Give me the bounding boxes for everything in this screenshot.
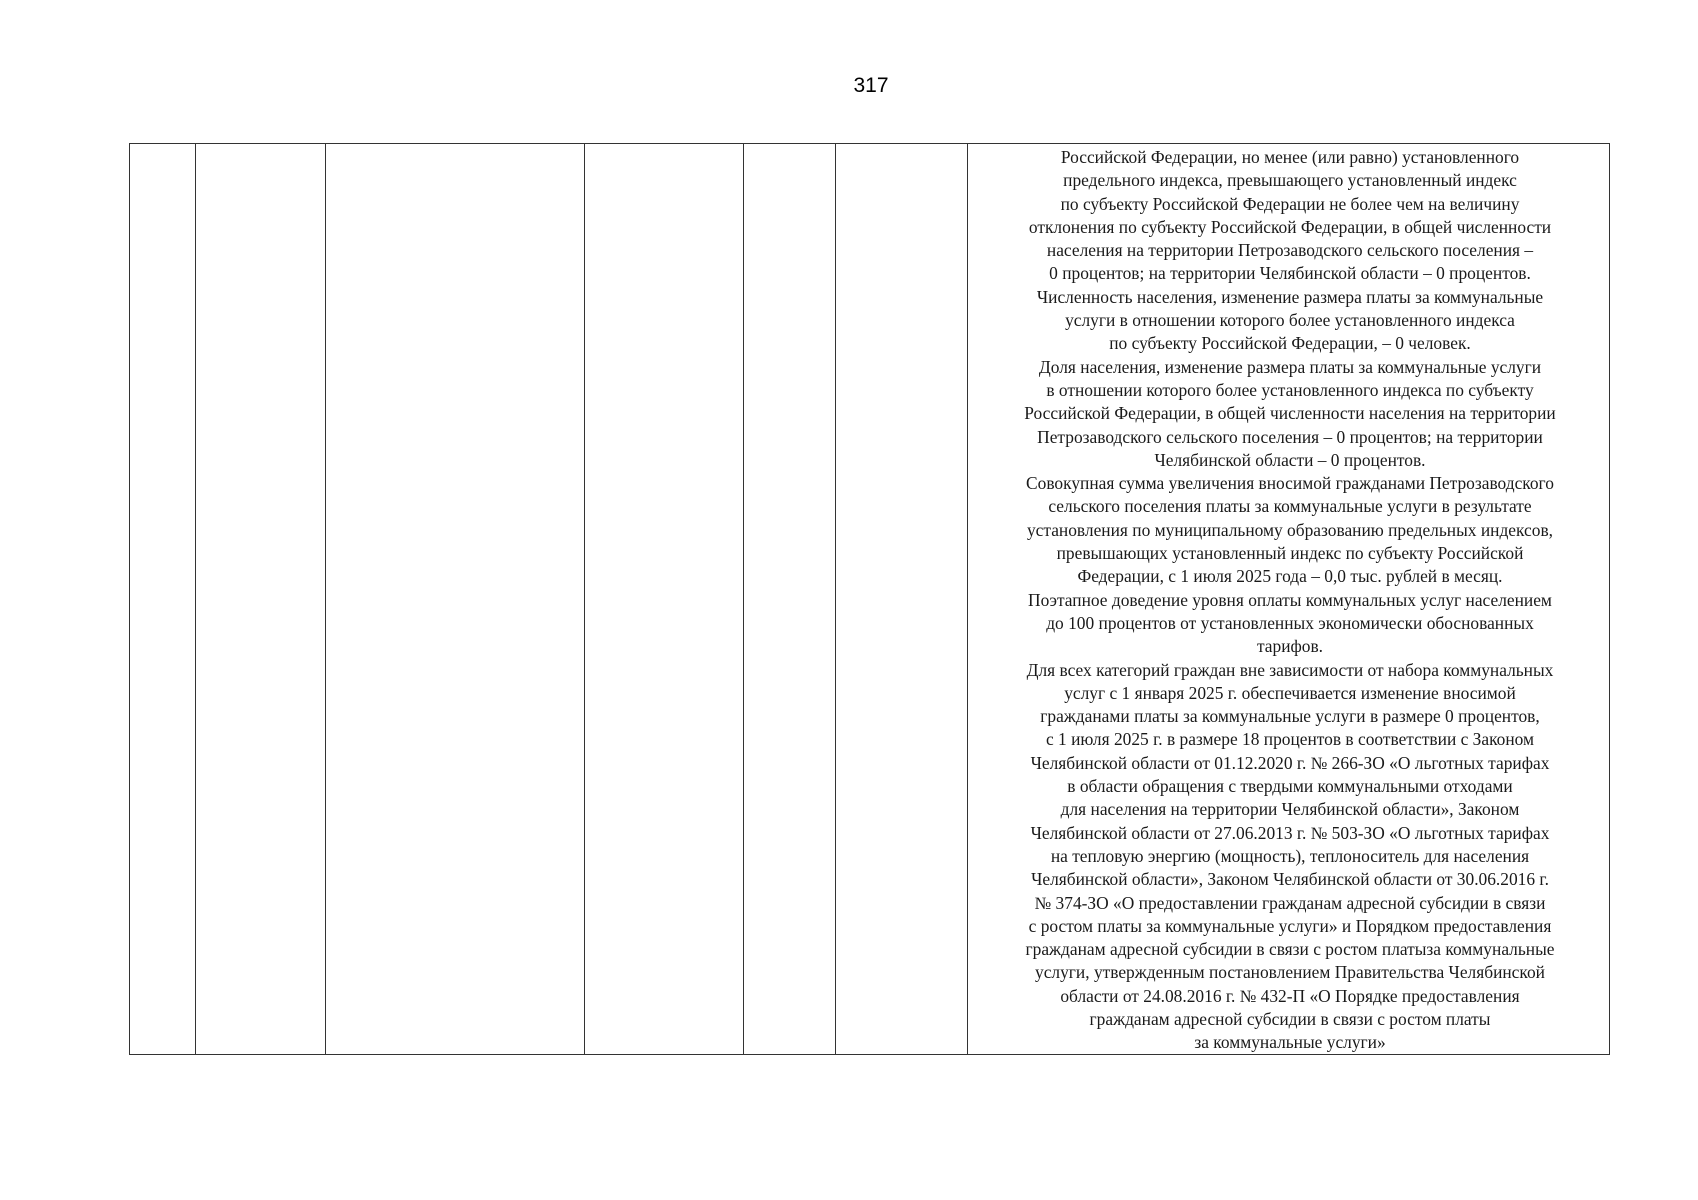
column-divider bbox=[743, 144, 744, 1054]
column-divider bbox=[967, 144, 968, 1054]
column-divider bbox=[325, 144, 326, 1054]
text-line: Челябинской области – 0 процентов. bbox=[1154, 449, 1426, 470]
text-line: по субъекту Российской Федерации не более чем на величину bbox=[1060, 193, 1520, 214]
column-divider bbox=[195, 144, 196, 1054]
text-line: Челябинской области от 27.06.2013 г. № 503-ЗО «О льготных тарифах bbox=[1030, 822, 1550, 843]
text-line: превышающих установленный индекс по субъекту Российской bbox=[1056, 543, 1524, 564]
text-line: отклонения по субъекту Российской Федерации, в общей численности bbox=[1028, 216, 1552, 237]
text-line: Федерации, с 1 июля 2025 года – 0,0 тыс. рублей в месяц. bbox=[1077, 566, 1503, 587]
text-line: Петрозаводского сельского поселения – 0 процентов; на территории bbox=[1037, 426, 1543, 447]
text-line: с 1 июля 2025 г. в размере 18 процентов в соответствии с Законом bbox=[1045, 729, 1535, 750]
column-divider bbox=[584, 144, 585, 1054]
text-line: № 374-ЗО «О предоставлении гражданам адресной субсидии в связи bbox=[1034, 892, 1546, 913]
text-line: гражданам адресной субсидии в связи с ростом платы bbox=[1089, 1008, 1491, 1029]
text-line: тарифов. bbox=[1256, 636, 1324, 657]
text-line: в области обращения с твердыми коммунальными отходами bbox=[1067, 776, 1513, 797]
text-line: в отношении которого более установленного индекса по субъекту bbox=[1046, 379, 1534, 400]
text-line: до 100 процентов от установленных экономически обоснованных bbox=[1046, 612, 1534, 633]
text-line: на тепловую энергию (мощность), теплоноситель для населения bbox=[1050, 845, 1530, 866]
text-line: области от 24.08.2016 г. № 432-П «О Порядке предоставления bbox=[1060, 985, 1520, 1006]
page-number: 317 bbox=[853, 74, 889, 97]
text-line: сельского поселения платы за коммунальные услуги в результате bbox=[1048, 496, 1532, 517]
text-line: гражданами платы за коммунальные услуги в размере 0 процентов, bbox=[1040, 706, 1540, 727]
text-line: установления по муниципальному образованию предельных индексов, bbox=[1026, 519, 1553, 540]
text-line: за коммунальные услуги» bbox=[1194, 1032, 1386, 1053]
document-table bbox=[129, 143, 1610, 1055]
text-line: Доля населения, изменение размера платы за коммунальные услуги bbox=[1038, 356, 1542, 377]
text-line: гражданам адресной субсидии в связи с ростом платыза коммунальные bbox=[1025, 939, 1555, 960]
text-line: Российской Федерации, в общей численности населения на территории bbox=[1024, 403, 1556, 424]
text-line: услуги, утвержденным постановлением Правительства Челябинской bbox=[1035, 962, 1545, 983]
text-line: Челябинской области», Законом Челябинской области от 30.06.2016 г. bbox=[1031, 869, 1549, 890]
text-line: 0 процентов; на территории Челябинской области – 0 процентов. bbox=[1049, 263, 1531, 284]
description-cell bbox=[971, 144, 1609, 1054]
text-line: с ростом платы за коммунальные услуги» и Порядком предоставления bbox=[1028, 915, 1552, 936]
text-line: Российской Федерации, но менее (или равно) установленного bbox=[1060, 147, 1520, 167]
text-line: услуг с 1 января 2025 г. обеспечивается изменение вносимой bbox=[1064, 682, 1516, 703]
text-line: Совокупная сумма увеличения вносимой гражданами Петрозаводского bbox=[1026, 473, 1554, 494]
text-line: Поэтапное доведение уровня оплаты коммунальных услуг населением bbox=[1028, 589, 1552, 610]
text-line: Численность населения, изменение размера платы за коммунальные bbox=[1036, 286, 1544, 307]
text-line: по субъекту Российской Федерации, – 0 человек. bbox=[1109, 333, 1471, 354]
text-line: предельного индекса, превышающего установленный индекс bbox=[1063, 170, 1517, 191]
text-line: населения на территории Петрозаводского сельского поселения – bbox=[1046, 240, 1534, 261]
text-line: Для всех категорий граждан вне зависимости от набора коммунальных bbox=[1026, 659, 1554, 680]
text-line: Челябинской области от 01.12.2020 г. № 266-ЗО «О льготных тарифах bbox=[1030, 752, 1550, 773]
text-line: услуги в отношении которого более установленного индекса bbox=[1065, 310, 1515, 331]
column-divider bbox=[835, 144, 836, 1054]
text-line: для населения на территории Челябинской области», Законом bbox=[1060, 799, 1520, 820]
